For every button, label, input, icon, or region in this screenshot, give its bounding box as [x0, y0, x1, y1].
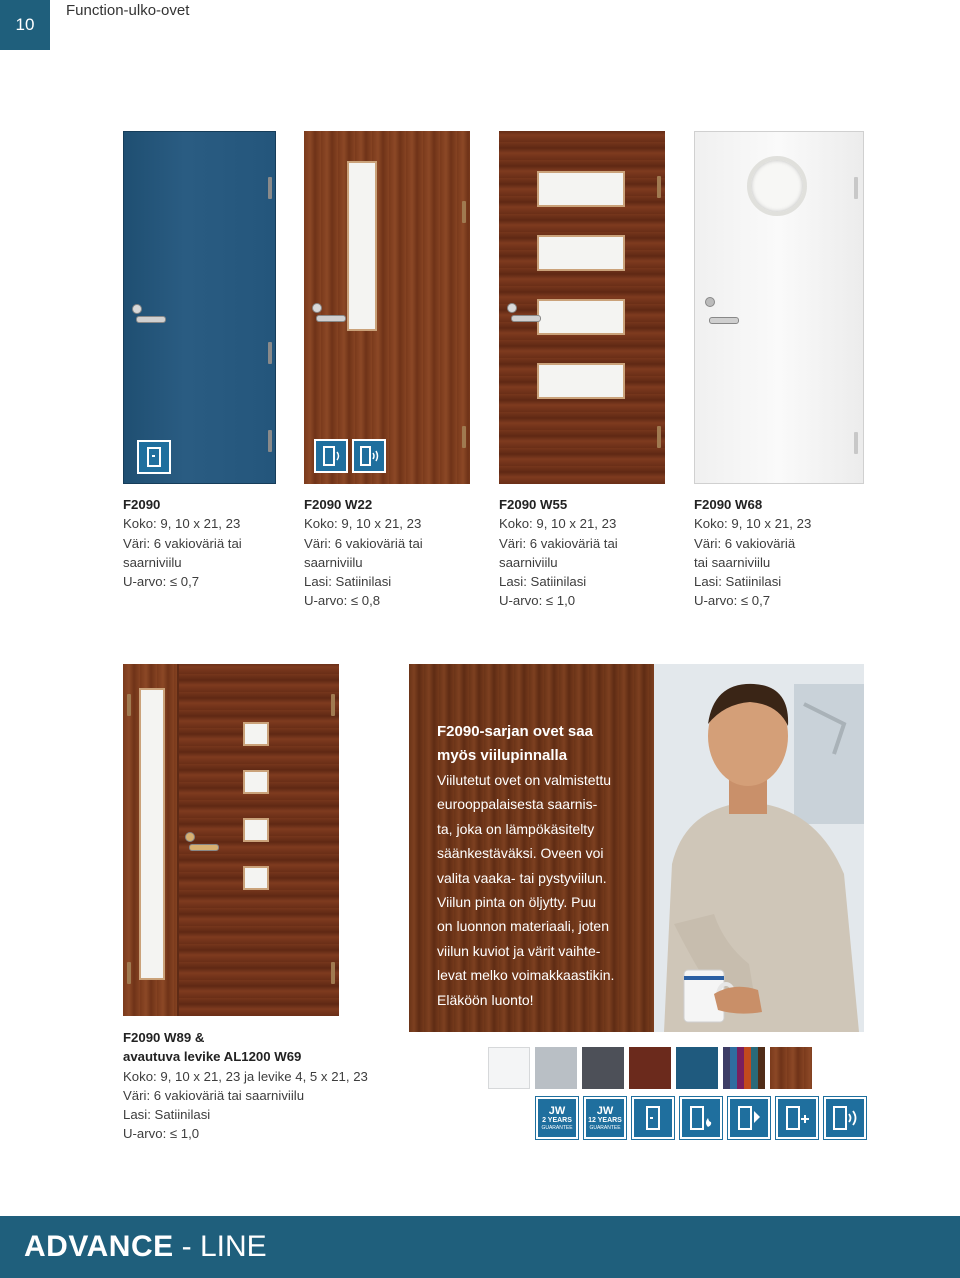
caption-f2090-w22: [304, 495, 423, 611]
swatch-multicolor: [723, 1047, 765, 1089]
caption-f2090: [123, 495, 242, 591]
caption-line: Väri: 6 vakioväriä tai: [499, 535, 618, 551]
page-number: 10: [0, 0, 50, 50]
caption-line: saarniviilu: [304, 554, 363, 570]
door-f2090-image: [123, 131, 276, 484]
footer-line: - LINE: [181, 1230, 267, 1263]
man-with-mug-photo: [654, 664, 864, 1032]
panel-line: viilun kuviot ja värit vaihte-: [437, 942, 601, 959]
door-f2090-w68-image: [694, 131, 864, 484]
panel-line: eurooppalaisesta saarnis-: [437, 796, 598, 813]
guarantee-label: GUARANTEE: [541, 1125, 573, 1131]
door-f2090-w89-image: [123, 664, 339, 1016]
burglar-icon: [728, 1097, 770, 1139]
section-title: Function-ulko-ovet: [66, 2, 190, 19]
panel-line: säänkestäväksi. Oveen voi: [437, 845, 604, 862]
panel-line: Eläköön luonto!: [437, 991, 534, 1008]
caption-f2090-w55: [499, 495, 618, 611]
caption-line: U-arvo: ≤ 0,7: [123, 574, 200, 590]
door-type-icon: [314, 439, 348, 473]
caption-line: Lasi: Satiinilasi: [304, 574, 392, 590]
swatch-light-grey: [535, 1047, 577, 1089]
caption-line: Koko: 9, 10 x 21, 23: [304, 516, 422, 532]
guarantee-years: 2 YEARS: [542, 1117, 572, 1124]
caption-line: Lasi: Satiinilasi: [499, 574, 587, 590]
panel-heading: F2090-sarjan ovet saa: [437, 723, 593, 740]
caption-title: F2090 W68: [694, 497, 763, 512]
caption-line: tai saarniviilu: [694, 554, 771, 570]
caption-title: avautuva levike AL1200 W69: [123, 1049, 302, 1065]
door-type-icon: [137, 440, 171, 474]
caption-title: F2090 W22: [304, 497, 373, 512]
caption-line: Väri: 6 vakioväriä tai: [123, 535, 242, 551]
caption-line: Koko: 9, 10 x 21, 23: [694, 516, 812, 532]
door-icon: [632, 1097, 674, 1139]
guarantee-12-years-icon: JW 12 YEARS GUARANTEE: [584, 1097, 626, 1139]
swatch-white: [488, 1047, 530, 1089]
swatch-dark-grey: [582, 1047, 624, 1089]
guarantee-label: GUARANTEE: [589, 1125, 621, 1131]
caption-title: F2090 W55: [499, 497, 568, 512]
caption-line: Väri: 6 vakioväriä tai saarniviilu: [123, 1087, 305, 1103]
panel-line: levat melko voimakkaastikin.: [437, 967, 615, 984]
door-f2090-w22-image: [304, 131, 470, 484]
panel-line: valita vaaka- tai pystyviilun.: [437, 869, 607, 886]
door-f2090-w55-image: [499, 131, 665, 484]
footer-bar: [0, 1216, 960, 1278]
caption-title: F2090 W89 &: [123, 1030, 205, 1045]
caption-line: Väri: 6 vakioväriä tai: [304, 535, 423, 551]
sound-door-icon: [824, 1097, 866, 1139]
panel-heading: myös viilupinnalla: [437, 747, 568, 764]
panel-line: Viilutetut ovet on valmistettu: [437, 772, 612, 788]
swatch-blue: [676, 1047, 718, 1089]
caption-f2090-w68: [694, 495, 811, 611]
paint-icon: [776, 1097, 818, 1139]
panel-line: Viilun pinta on öljytty. Puu: [437, 894, 597, 911]
caption-title: F2090: [123, 497, 161, 512]
caption-line: Koko: 9, 10 x 21, 23: [499, 516, 617, 532]
caption-f2090-w89: [123, 1028, 368, 1144]
panel-line: on luonnon materiaali, joten: [437, 918, 610, 935]
caption-line: U-arvo: ≤ 1,0: [499, 593, 576, 609]
caption-line: Väri: 6 vakioväriä: [694, 535, 796, 551]
caption-line: saarniviilu: [123, 554, 182, 570]
caption-line: U-arvo: ≤ 0,8: [304, 593, 381, 609]
caption-line: Koko: 9, 10 x 21, 23 ja levike 4, 5 x 21, 23: [123, 1068, 368, 1084]
caption-line: Lasi: Satiinilasi: [123, 1107, 211, 1123]
fire-door-icon: [680, 1097, 722, 1139]
caption-line: U-arvo: ≤ 1,0: [123, 1126, 200, 1142]
guarantee-years: 12 YEARS: [588, 1117, 622, 1124]
veneer-info-panel: [409, 664, 654, 1032]
sound-door-icon: [352, 439, 386, 473]
footer-brand: ADVANCE: [24, 1230, 174, 1263]
guarantee-2-years-icon: JW 2 YEARS GUARANTEE: [536, 1097, 578, 1139]
swatch-wood: [770, 1047, 812, 1089]
swatch-brown: [629, 1047, 671, 1089]
caption-line: Lasi: Satiinilasi: [694, 574, 782, 590]
panel-line: ta, joka on lämpökäsitelty: [437, 820, 595, 837]
caption-line: Koko: 9, 10 x 21, 23: [123, 516, 241, 532]
caption-line: saarniviilu: [499, 554, 558, 570]
caption-line: U-arvo: ≤ 0,7: [694, 593, 771, 609]
